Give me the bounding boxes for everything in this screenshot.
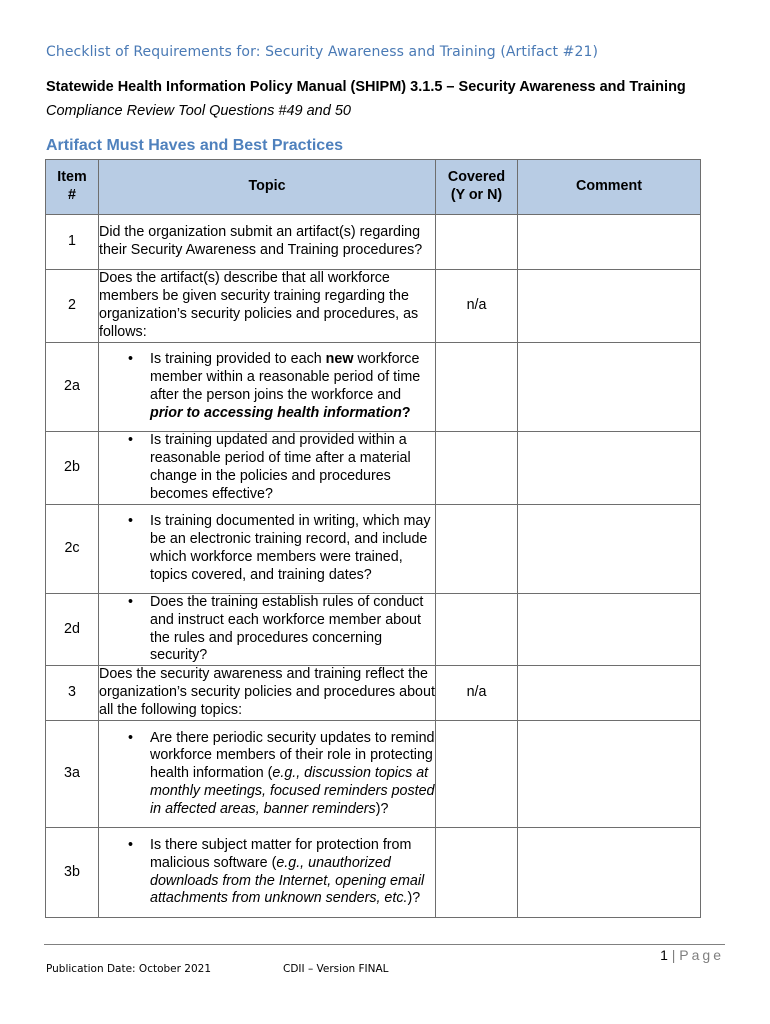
comment-cell[interactable] — [518, 215, 701, 270]
topic-cell: Does the artifact(s) describe that all workforce members be given security training regarding the organization’s security policies and procedures, as follows: — [99, 270, 436, 343]
item-number: 3a — [46, 721, 99, 828]
covered-cell[interactable] — [436, 215, 518, 270]
topic-cell: Does the security awareness and training reflect the organization’s security policies and procedures about all the following topics: — [99, 666, 436, 721]
requirements-table — [45, 159, 701, 918]
table-row — [46, 343, 701, 432]
table-row — [46, 270, 701, 343]
item-number: 2d — [46, 594, 99, 666]
table-row — [46, 666, 701, 721]
header-topic: Topic — [99, 160, 436, 215]
manual-title: Statewide Health Information Policy Manual (SHIPM) 3.1.5 – Security Awareness and Training — [46, 79, 686, 95]
header-item: Item # — [46, 160, 99, 215]
section-heading: Artifact Must Haves and Best Practices — [46, 137, 343, 154]
table-row — [46, 505, 701, 594]
comment-cell[interactable] — [518, 343, 701, 432]
bullet-icon: • — [128, 594, 134, 610]
page-number: 1 | Page — [660, 947, 724, 963]
comment-cell[interactable] — [518, 505, 701, 594]
version-label: CDII – Version FINAL — [283, 963, 389, 975]
comment-cell[interactable] — [518, 432, 701, 505]
topic-cell: • Is there subject matter for protection from malicious software (e.g., unauthorized downloads from the Internet, opening email attachments from unknown senders, etc.)? — [99, 828, 436, 918]
header-covered: Covered (Y or N) — [436, 160, 518, 215]
header-comment: Comment — [518, 160, 701, 215]
topic-cell: • Does the training establish rules of conduct and instruct each workforce member about the rules and procedures concerning security? — [99, 594, 436, 666]
item-number: 3b — [46, 828, 99, 918]
topic-cell: • Are there periodic security updates to remind workforce members of their role in protecting health information (e.g., discussion topics at monthly meetings, focused reminders posted in affected areas, banner reminders)? — [99, 721, 436, 828]
covered-cell[interactable] — [436, 721, 518, 828]
comment-cell[interactable] — [518, 666, 701, 721]
table-row — [46, 828, 701, 918]
bullet-icon: • — [128, 432, 134, 449]
compliance-subtitle: Compliance Review Tool Questions #49 and 50 — [46, 103, 351, 119]
table-row — [46, 432, 701, 505]
comment-cell[interactable] — [518, 828, 701, 918]
topic-cell: • Is training provided to each new workforce member within a reasonable period of time after the person joins the workforce and prior to accessing health information? — [99, 343, 436, 432]
publication-date: Publication Date: October 2021 — [46, 963, 212, 975]
bullet-icon: • — [128, 729, 134, 746]
table-row — [46, 215, 701, 270]
checklist-title: Checklist of Requirements for: Security Awareness and Training (Artifact #21) — [46, 44, 599, 60]
item-number: 3 — [46, 666, 99, 721]
comment-cell[interactable] — [518, 721, 701, 828]
topic-cell: Did the organization submit an artifact(s) regarding their Security Awareness and Training procedures? — [99, 215, 436, 270]
item-number: 1 — [46, 215, 99, 270]
covered-cell[interactable] — [436, 594, 518, 666]
covered-cell[interactable] — [436, 432, 518, 505]
covered-cell[interactable] — [436, 343, 518, 432]
table-row — [46, 594, 701, 666]
comment-cell[interactable] — [518, 594, 701, 666]
covered-cell[interactable]: n/a — [436, 270, 518, 343]
covered-cell[interactable] — [436, 828, 518, 918]
item-number: 2a — [46, 343, 99, 432]
topic-cell: • Is training documented in writing, which may be an electronic training record, and include which workforce members were trained, topics covered, and training dates? — [99, 505, 436, 594]
covered-cell[interactable] — [436, 505, 518, 594]
footer-divider — [44, 944, 725, 945]
topic-cell: • Is training updated and provided within a reasonable period of time after a material change in the policies and procedures becomes effective? — [99, 432, 436, 505]
comment-cell[interactable] — [518, 270, 701, 343]
table-header-row — [46, 160, 701, 215]
item-number: 2c — [46, 505, 99, 594]
bullet-icon: • — [128, 837, 134, 854]
item-number: 2b — [46, 432, 99, 505]
item-number: 2 — [46, 270, 99, 343]
table-row — [46, 721, 701, 828]
covered-cell[interactable]: n/a — [436, 666, 518, 721]
bullet-icon: • — [128, 351, 134, 368]
bullet-icon: • — [128, 513, 134, 530]
